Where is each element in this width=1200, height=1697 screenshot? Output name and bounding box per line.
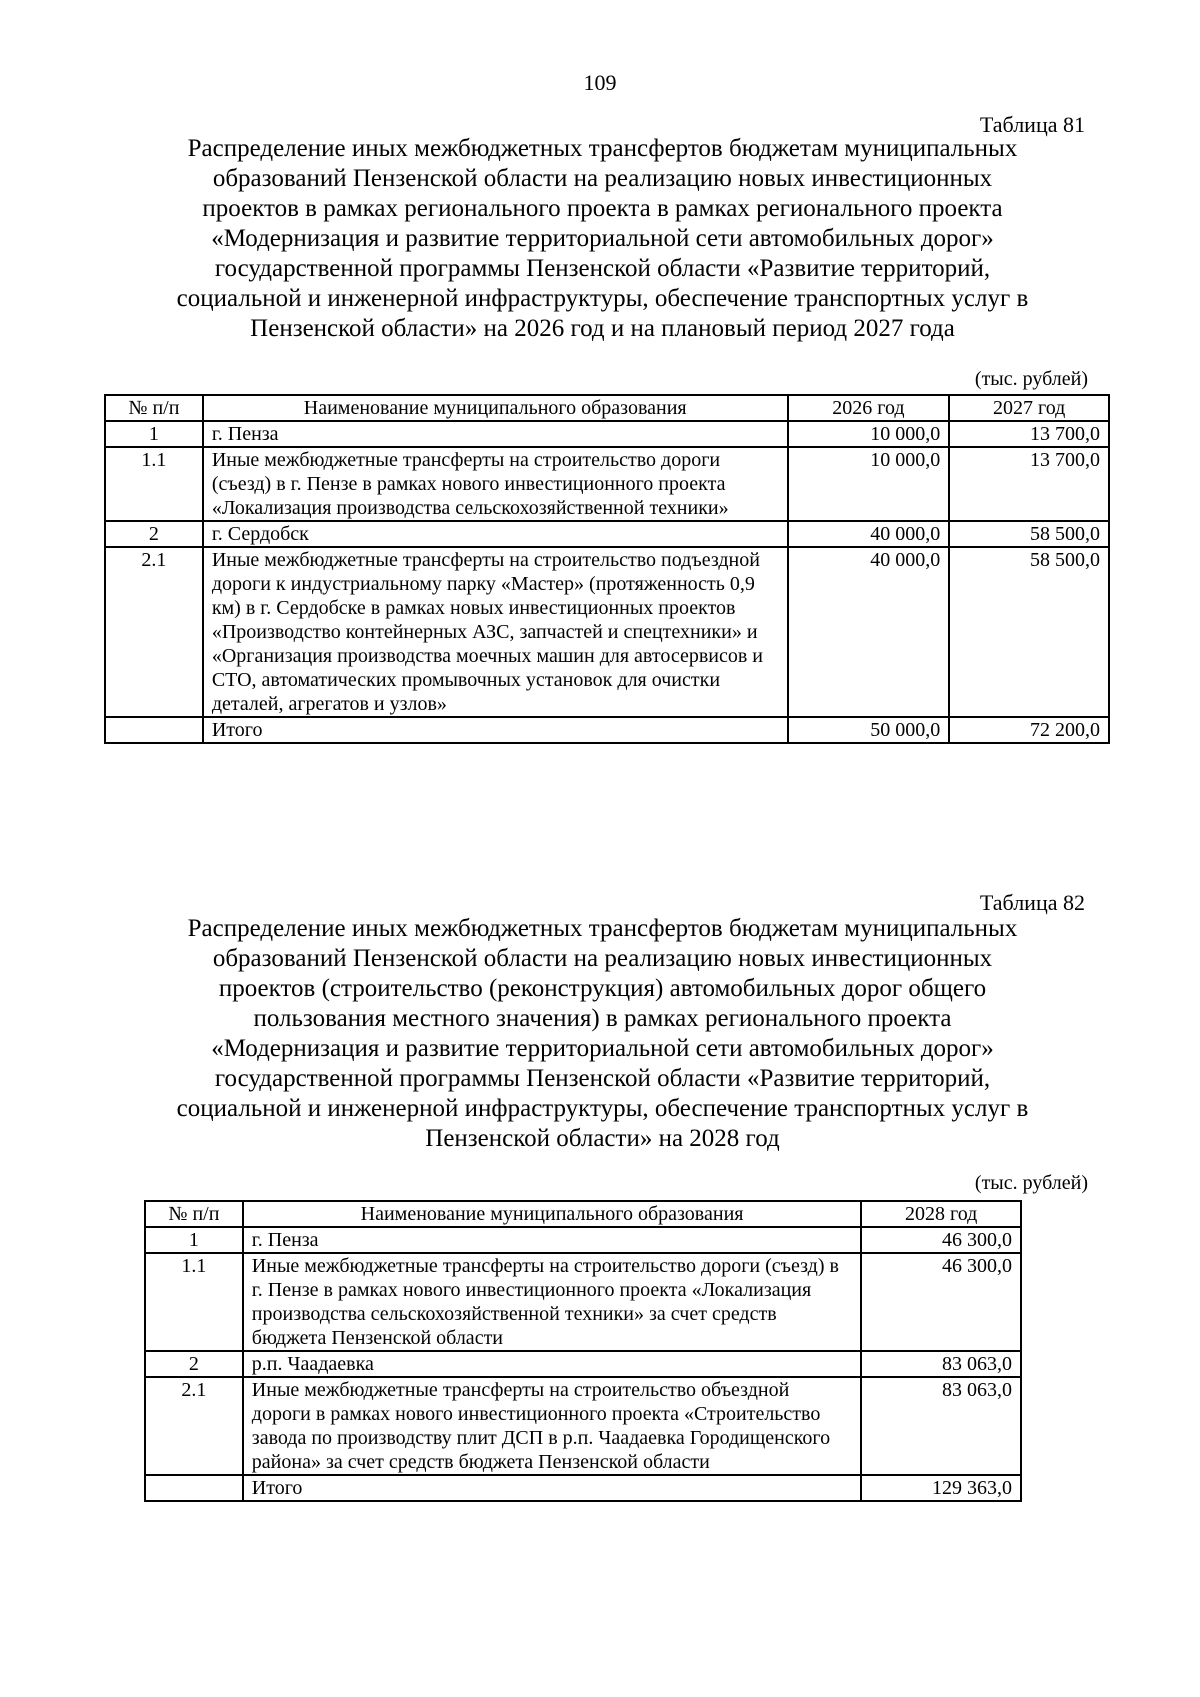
heading-line: государственной программы Пензенской области «Развитие территорий,: [214, 255, 991, 282]
table-total-row: [145, 1475, 1021, 1501]
row-name: Итого: [243, 1475, 862, 1501]
page-number: 109: [583, 70, 617, 95]
heading-line: Пензенской области» на 2026 год и на плановый период 2027 года: [250, 315, 955, 342]
row-value-2026: 40 000,0: [788, 547, 950, 717]
row-number: 1: [145, 1227, 243, 1253]
row-number: 1: [105, 421, 203, 447]
table-total-row: [105, 717, 1109, 743]
row-value-2028: 46 300,0: [861, 1253, 1021, 1351]
table-81-label: Таблица 81: [979, 112, 1085, 137]
row-name: г. Пенза: [243, 1227, 862, 1253]
column-header-name: Наименование муниципального образования: [243, 1201, 862, 1227]
row-value-2026: 50 000,0: [788, 717, 950, 743]
column-header-number: № п/п: [145, 1201, 243, 1227]
row-value-2026: 10 000,0: [788, 421, 950, 447]
heading-line: «Модернизация и развитие территориальной сети автомобильных дорог»: [211, 1035, 994, 1062]
table-row: [105, 421, 1109, 447]
table-82: [144, 1200, 1022, 1502]
row-name: Иные межбюджетные трансферты на строительство объездной дороги в рамках нового инвестиционного проекта «Строительство завода по производству плит ДСП в р.п. Чаадаевка Городищенского района» за счет средств бюджета Пензенской области: [243, 1377, 862, 1475]
row-name: Иные межбюджетные трансферты на строительство дороги (съезд) в г. Пензе в рамках нового инвестиционного проекта «Локализация производства сельскохозяйственной техники»: [203, 447, 788, 521]
row-value-2028: 83 063,0: [861, 1377, 1021, 1475]
row-name: р.п. Чаадаевка: [243, 1351, 862, 1377]
table-row: [105, 547, 1109, 717]
table-81: [104, 394, 1110, 744]
row-value-2026: 10 000,0: [788, 447, 950, 521]
row-name: Иные межбюджетные трансферты на строительство дороги (съезд) в г. Пензе в рамках нового инвестиционного проекта «Локализация производства сельскохозяйственной техники» за счет средств бюджета Пензенской области: [243, 1253, 862, 1351]
heading-line: пользования местного значения) в рамках регионального проекта: [253, 1005, 952, 1032]
heading-line: «Модернизация и развитие территориальной сети автомобильных дорог»: [211, 225, 994, 252]
heading-line: образований Пензенской области на реализацию новых инвестиционных: [212, 945, 993, 972]
column-header-2028: 2028 год: [861, 1201, 1021, 1227]
row-name: г. Пенза: [203, 421, 788, 447]
row-value-2027: 72 200,0: [949, 717, 1109, 743]
row-value-2026: 40 000,0: [788, 521, 950, 547]
row-value-2027: 58 500,0: [949, 547, 1109, 717]
table-81-heading: [105, 134, 1100, 344]
heading-line: Пензенской области» на 2028 год: [425, 1125, 780, 1152]
heading-line: проектов (строительство (реконструкция) автомобильных дорог общего: [218, 975, 987, 1002]
column-header-number: № п/п: [105, 395, 203, 421]
heading-line: социальной и инженерной инфраструктуры, обеспечение транспортных услуг в: [176, 285, 1029, 312]
heading-line: Распределение иных межбюджетных трансфертов бюджетам муниципальных: [187, 135, 1018, 162]
row-number: 1.1: [145, 1253, 243, 1351]
heading-line: образований Пензенской области на реализацию новых инвестиционных: [212, 165, 993, 192]
row-value-2027: 58 500,0: [949, 521, 1109, 547]
row-number: 2.1: [145, 1377, 243, 1475]
row-name: Итого: [203, 717, 788, 743]
table-82-heading: [105, 914, 1100, 1154]
row-value-2027: 13 700,0: [949, 447, 1109, 521]
row-value-2028: 129 363,0: [861, 1475, 1021, 1501]
table-81-units: (тыс. рублей): [974, 368, 1088, 390]
column-header-2026: 2026 год: [788, 395, 950, 421]
table-row: [145, 1351, 1021, 1377]
table-header-row: [105, 395, 1109, 421]
row-name: г. Сердобск: [203, 521, 788, 547]
column-header-2027: 2027 год: [949, 395, 1109, 421]
row-number: 2: [145, 1351, 243, 1377]
column-header-name: Наименование муниципального образования: [203, 395, 788, 421]
row-number: 2.1: [105, 547, 203, 717]
row-value-2028: 46 300,0: [861, 1227, 1021, 1253]
row-name: Иные межбюджетные трансферты на строительство подъездной дороги к индустриальному парку «Мастер» (протяженность 0,9 км) в г. Сердобске в рамках новых инвестиционных проектов «Производство контейнерных АЗС, запчастей и спецтехники» и «Организация производства моечных машин для автосервисов и СТО, автоматических промывочных установок для очистки деталей, агрегатов и узлов»: [203, 547, 788, 717]
table-row: [145, 1377, 1021, 1475]
heading-line: проектов в рамках регионального проекта в рамках регионального проекта: [202, 195, 1003, 222]
row-value-2028: 83 063,0: [861, 1351, 1021, 1377]
row-number: [105, 717, 203, 743]
row-number: 1.1: [105, 447, 203, 521]
table-82-units: (тыс. рублей): [974, 1172, 1088, 1194]
row-value-2027: 13 700,0: [949, 421, 1109, 447]
heading-line: социальной и инженерной инфраструктуры, обеспечение транспортных услуг в: [176, 1095, 1029, 1122]
table-row: [145, 1253, 1021, 1351]
table-row: [105, 521, 1109, 547]
table-row: [145, 1227, 1021, 1253]
table-82-label: Таблица 82: [979, 890, 1085, 915]
heading-line: государственной программы Пензенской области «Развитие территорий,: [214, 1065, 991, 1092]
table-header-row: [145, 1201, 1021, 1227]
row-number: 2: [105, 521, 203, 547]
table-row: [105, 447, 1109, 521]
heading-line: Распределение иных межбюджетных трансфертов бюджетам муниципальных: [187, 915, 1018, 942]
row-number: [145, 1475, 243, 1501]
